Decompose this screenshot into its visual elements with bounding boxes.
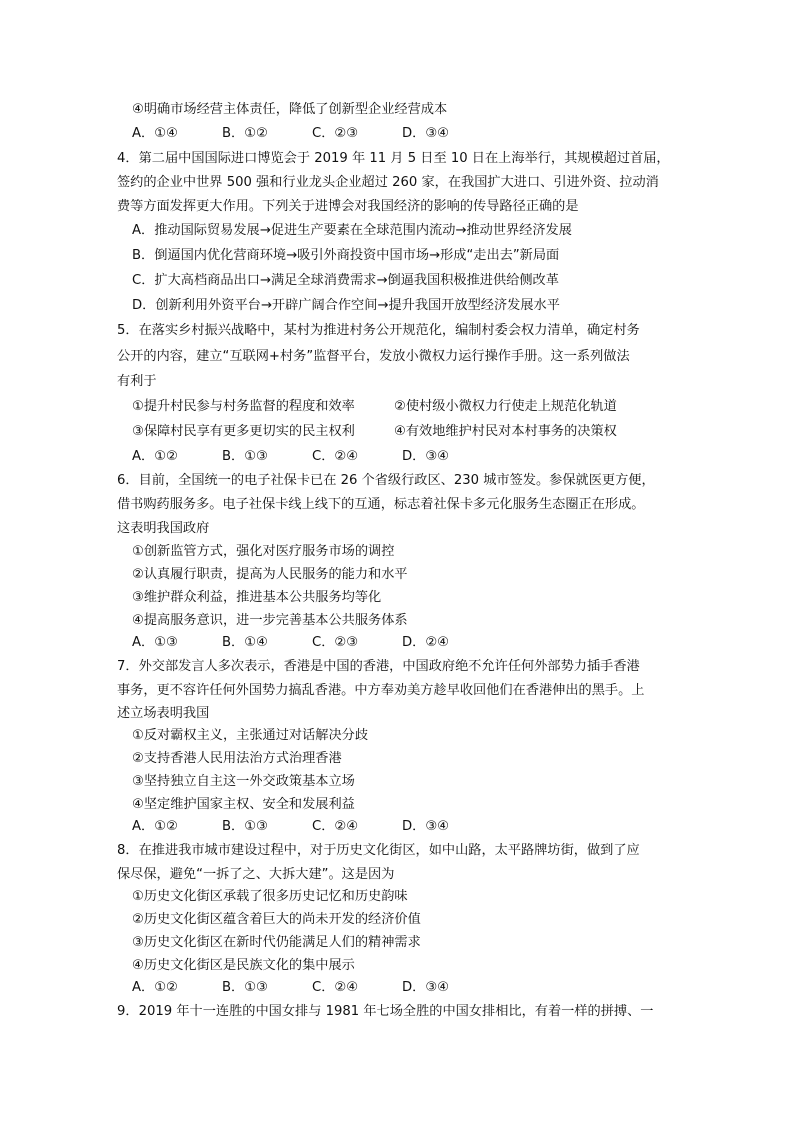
q3-choice-c: C．②③ xyxy=(312,126,359,141)
q5-choice-d: D．③④ xyxy=(402,449,449,464)
q6-stem-line-3: 这表明我国政府 xyxy=(117,521,210,536)
q6-choices xyxy=(132,632,492,654)
q7-item-1: ①反对霸权主义，主张通过对话解决分歧 xyxy=(132,728,369,743)
q4-option-b: B．倒逼国内优化营商环境→吸引外商投资中国市场→形成“走出去”新局面 xyxy=(132,248,560,263)
q4-stem-line-1: 4．第二届中国国际进口博览会于 2019 年 11 月 5 日至 10 日在上海举行，其规模超过首届， xyxy=(117,151,670,166)
q5-choice-c: C．②④ xyxy=(312,449,359,464)
q8-choice-a: A．①② xyxy=(132,980,178,995)
q5-item-1: ①提升村民参与村务监督的程度和效率 xyxy=(132,399,355,414)
q6-stem-line-2: 借书购药服务多。电子社保卡线上线下的互通，标志着社保卡多元化服务生态圈正在形成。 xyxy=(117,497,645,512)
q7-choice-c: C．②④ xyxy=(312,819,359,834)
q6-item-2: ②认真履行职责，提高为人民服务的能力和水平 xyxy=(132,567,408,582)
q8-item-2: ②历史文化街区蕴含着巨大的尚未开发的经济价值 xyxy=(132,912,421,927)
q7-item-4: ④坚定维护国家主权、安全和发展利益 xyxy=(132,797,355,812)
q4-stem-line-2: 签约的企业中世界 500 强和行业龙头企业超过 260 家，在我国扩大进口、引进外资、拉动消 xyxy=(117,175,659,190)
q7-stem-line-2: 事务，更不容许任何外国势力搞乱香港。中方奉劝美方趁早收回他们在香港伸出的黑手。上 xyxy=(117,683,645,698)
q8-choice-d: D．③④ xyxy=(402,980,449,995)
q5-stem-line-3: 有利于 xyxy=(117,374,157,389)
q6-stem-line-1: 6．目前，全国统一的电子社保卡已在 26 个省级行政区、230 城市签发。参保就医更方便， xyxy=(117,473,655,488)
q6-choice-a: A．①③ xyxy=(132,635,178,650)
q9-stem-line-1: 9．2019 年十一连胜的中国女排与 1981 年七场全胜的中国女排相比，有着一样的拼搏、一 xyxy=(117,1004,654,1019)
q8-stem-line-1: 8．在推进我市城市建设过程中，对于历史文化街区，如中山路，太平路牌坊街，做到了应 xyxy=(117,843,640,858)
q5-stem-line-1: 5．在落实乡村振兴战略中，某村为推进村务公开规范化，编制村委会权力清单，确定村务 xyxy=(117,323,640,338)
q7-choices xyxy=(132,816,492,838)
q7-choice-d: D．③④ xyxy=(402,819,449,834)
q4-option-a: A．推动国际贸易发展→促进生产要素在全球范围内流动→推动世界经济发展 xyxy=(132,223,572,238)
q4-option-c: C．扩大高档商品出口→满足全球消费需求→倒逼我国积极推进供给侧改革 xyxy=(132,273,559,288)
q5-stem-line-2: 公开的内容，建立“互联网+村务”监督平台，发放小微权力运行操作手册。这一系列做法 xyxy=(117,349,630,364)
q6-item-4: ④提高服务意识，进一步完善基本公共服务体系 xyxy=(132,613,408,628)
q8-choice-c: C．②④ xyxy=(312,980,359,995)
q7-stem-line-1: 7．外交部发言人多次表示，香港是中国的香港，中国政府绝不允许任何外部势力插手香港 xyxy=(117,659,640,674)
q5-items-row-1 xyxy=(132,396,617,418)
q7-choice-a: A．①② xyxy=(132,819,178,834)
q7-stem-line-3: 述立场表明我国 xyxy=(117,706,210,721)
q3-item-4: ④明确市场经营主体责任，降低了创新型企业经营成本 xyxy=(132,102,448,117)
q6-choice-b: B．①④ xyxy=(222,635,268,650)
q5-item-2: ②使村级小微权力行使走上规范化轨道 xyxy=(394,399,617,414)
q3-choice-d: D．③④ xyxy=(402,126,449,141)
q5-item-4: ④有效地维护村民对本村事务的决策权 xyxy=(394,424,617,439)
q6-item-1: ①创新监管方式，强化对医疗服务市场的调控 xyxy=(132,544,395,559)
q7-item-3: ③坚持独立自主这一外交政策基本立场 xyxy=(132,774,355,789)
q8-choice-b: B．①③ xyxy=(222,980,268,995)
q6-choice-d: D．②④ xyxy=(402,635,449,650)
q7-choice-b: B．①③ xyxy=(222,819,268,834)
q4-option-d: D．创新利用外资平台→开辟广阔合作空间→提升我国开放型经济发展水平 xyxy=(132,298,560,313)
q8-item-3: ③历史文化街区在新时代仍能满足人们的精神需求 xyxy=(132,935,421,950)
q5-items-row-2 xyxy=(132,421,617,443)
q5-item-3: ③保障村民享有更多更切实的民主权利 xyxy=(132,424,355,439)
q3-choices xyxy=(132,123,492,145)
q8-item-4: ④历史文化街区是民族文化的集中展示 xyxy=(132,958,355,973)
q8-stem-line-2: 保尽保，避免“一拆了之、大拆大建”。这是因为 xyxy=(117,867,395,882)
q6-item-3: ③维护群众利益，推进基本公共服务均等化 xyxy=(132,590,382,605)
q3-choice-a: A．①④ xyxy=(132,126,178,141)
q6-choice-c: C．②③ xyxy=(312,635,359,650)
q3-choice-b: B．①② xyxy=(222,126,268,141)
q5-choice-b: B．①③ xyxy=(222,449,268,464)
q4-stem-line-3: 费等方面发挥更大作用。下列关于进博会对我国经济的影响的传导路径正确的是 xyxy=(117,199,579,214)
q5-choice-a: A．①② xyxy=(132,449,178,464)
q7-item-2: ②支持香港人民用法治方式治理香港 xyxy=(132,751,342,766)
q8-item-1: ①历史文化街区承载了很多历史记忆和历史韵味 xyxy=(132,889,408,904)
q5-choices xyxy=(132,446,492,468)
q8-choices xyxy=(132,977,492,999)
